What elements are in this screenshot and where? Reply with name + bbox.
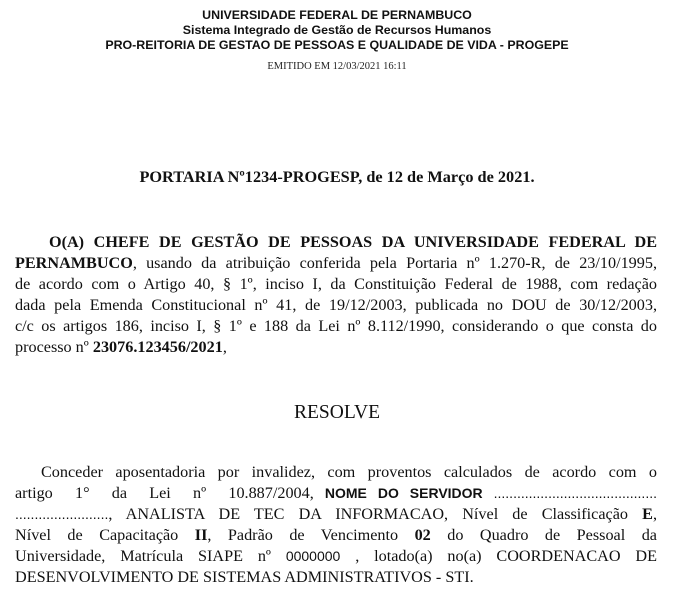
preamble-line: de acordo com o Artigo 40, § 1º, inciso I, da Constituição Federal de 1988, com redação bbox=[15, 275, 657, 293]
decision-line: DESENVOLVIMENTO DE SISTEMAS ADMINISTRATIVOS - STI. bbox=[15, 568, 474, 586]
emission-timestamp: EMITIDO EM 12/03/2021 16:11 bbox=[267, 61, 407, 72]
system-name: Sistema Integrado de Gestão de Recursos Humanos bbox=[182, 23, 492, 37]
salary-standard: 02 bbox=[414, 526, 431, 544]
department-name: PRO-REITORIA DE GESTAO DE PESSOAS E QUALIDADE DE VIDA - PROGEPE bbox=[105, 38, 569, 52]
preamble-line: processo nº 23076.123456/2021, bbox=[15, 338, 227, 356]
decision-line: Universidade, Matrícula SIAPE nº 0000000 , lotado(a) no(a) COORDENACAO DE bbox=[15, 547, 657, 565]
document-title: PORTARIA Nº1234-PROGESP, de 12 de Março de 2021. bbox=[139, 167, 535, 186]
siape-number: 0000000 bbox=[285, 548, 341, 564]
name-dots: .......................................... bbox=[482, 485, 657, 501]
document-header bbox=[0, 8, 674, 53]
authority-title-cont: PERNAMBUCO bbox=[15, 254, 133, 272]
process-number: 23076.123456/2021 bbox=[92, 338, 223, 356]
name-dots-cont: ........................ bbox=[15, 506, 109, 522]
preamble-line bbox=[15, 232, 657, 253]
servant-name: NOME DO SERVIDOR bbox=[324, 485, 483, 501]
capacitation-level: II bbox=[194, 526, 208, 544]
decision-line: ........................, ANALISTA DE TEC DA INFORMACAO, Nível de Classificação E, bbox=[15, 505, 657, 523]
institution-name: UNIVERSIDADE FEDERAL DE PERNAMBUCO bbox=[202, 8, 472, 22]
decision-line: Conceder aposentadoria por invalidez, com proventos calculados de acordo com o bbox=[41, 463, 657, 481]
preamble-line: c/c os artigos 186, inciso I, § 1º e 188 da Lei nº 8.112/1990, considerando o que consta do bbox=[15, 317, 657, 335]
resolve-heading: RESOLVE bbox=[294, 402, 380, 423]
decision-line: artigo 1° da Lei nº 10.887/2004, NOME DO SERVIDOR .......................................... bbox=[15, 484, 657, 502]
decision-line: Nível de Capacitação II, Padrão de Vencimento 02 do Quadro de Pessoal da bbox=[15, 526, 657, 544]
authority-title: O(A) CHEFE DE GESTÃO DE PESSOAS DA UNIVERSIDADE FEDERAL DE bbox=[49, 233, 657, 251]
decision-paragraph bbox=[15, 462, 657, 588]
preamble-line: PERNAMBUCO, usando da atribuição conferida pela Portaria nº 1.270-R, de 23/10/1995, bbox=[15, 254, 657, 272]
preamble-line: dada pela Emenda Constitucional nº 41, de 19/12/2003, publicada no DOU de 30/12/2003, bbox=[15, 296, 657, 314]
classification-level: E bbox=[642, 505, 653, 523]
preamble-paragraph bbox=[15, 232, 657, 358]
